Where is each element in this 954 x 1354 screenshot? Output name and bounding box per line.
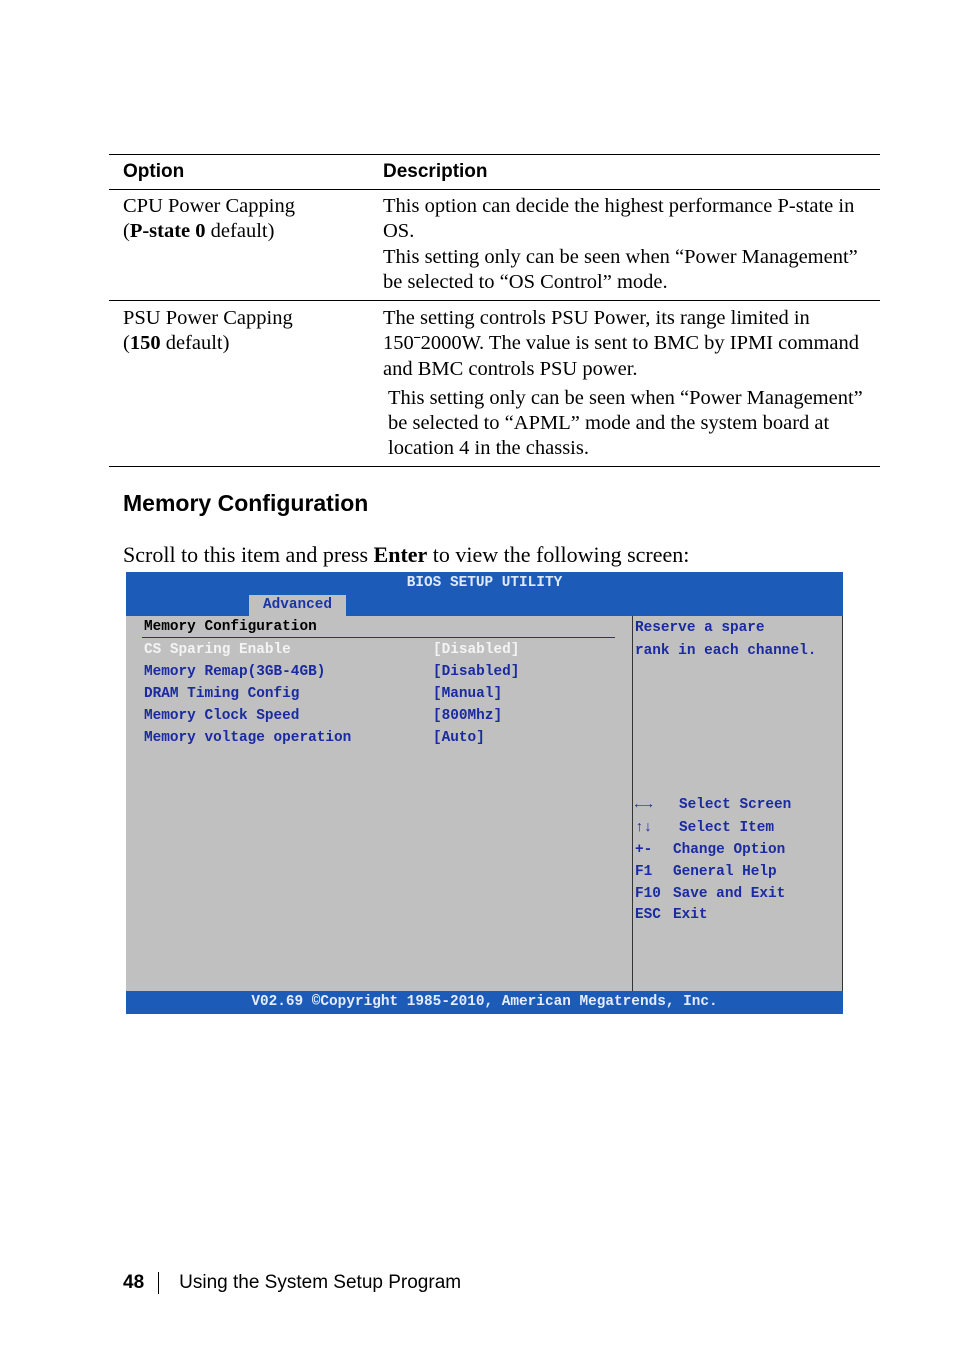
option-cell [109,306,383,466]
intro-text: Scroll to this item and press Enter to view the following screen: [123,542,690,567]
bios-panel-divider [632,616,633,992]
bios-value-memory-remap[interactable]: [Disabled] [433,664,520,680]
bios-value-cs-sparing[interactable]: [Disabled] [433,642,520,658]
header-description: Description [383,161,488,182]
description-text: This option can decide the highest performance P-state in OS. [383,195,855,243]
description-note: This setting only can be seen when “Power Management” be selected to “APML” mode and the system board at location 4 in the chassis. [388,386,863,460]
description-cell [383,194,880,300]
option-name: CPU Power Capping [123,195,295,217]
bios-panel-heading: Memory Configuration [144,619,317,635]
bios-item-memory-voltage[interactable]: Memory voltage operation [144,730,352,746]
table-row [109,300,880,466]
bios-help-line: Reserve a spare [635,620,765,636]
bios-key-select-screen: ←→ Select Screen [635,797,792,813]
bios-value-dram-timing[interactable]: [Manual] [433,686,503,702]
bios-key-save-exit: F10 Save and Exit [635,886,786,902]
bios-heading-rule [142,637,615,638]
bios-right-border [842,616,843,992]
description-text: The setting controls PSU Power, its range limited in 150ˉ2000W. The value is sent to BMC by IPMI command and BMC controls PSU power. [383,307,860,380]
bios-value-memory-clock[interactable]: [800Mhz] [433,708,503,724]
bios-item-dram-timing[interactable]: DRAM Timing Config [144,686,300,702]
bios-item-memory-remap[interactable]: Memory Remap(3GB-4GB) [144,664,326,680]
header-option: Option [123,161,185,182]
bios-value-memory-voltage[interactable]: [Auto] [433,730,485,746]
bios-key-exit: ESC Exit [635,907,708,923]
bios-key-select-item: ↑↓ Select Item [635,820,774,836]
up-down-arrows-icon: ↑↓ [635,820,653,836]
page-number: 48 [123,1272,145,1293]
description-cell [383,306,880,466]
bios-key-change-option: +- Change Option [635,842,786,858]
bios-help-line: rank in each channel. [635,643,817,659]
section-heading: Memory Configuration [123,490,369,516]
footer-separator [158,1272,159,1294]
left-right-arrows-icon: ←→ [635,797,653,813]
option-default: (P-state 0 default) [123,220,275,243]
tab-advanced[interactable]: Advanced [249,595,346,616]
option-cell [109,194,383,300]
bios-key-general-help: F1 General Help [635,864,777,880]
description-note: This setting only can be seen when “Power Management” be selected to “OS Control” mode. [383,245,858,293]
chapter-title: Using the System Setup Program [179,1272,462,1293]
option-table [109,154,880,467]
table-row [109,190,880,300]
option-default: (150 default) [123,332,230,355]
option-table-header [109,155,880,190]
bios-item-cs-sparing[interactable]: CS Sparing Enable [144,642,291,658]
option-name: PSU Power Capping [123,307,293,329]
page-footer [123,1272,461,1294]
bios-title: BIOS SETUP UTILITY [406,575,563,591]
bios-screenshot [126,572,843,1014]
bios-footer: V02.69 ©Copyright 1985-2010, American Megatrends, Inc. [126,991,843,1014]
bios-item-memory-clock[interactable]: Memory Clock Speed [144,708,300,724]
